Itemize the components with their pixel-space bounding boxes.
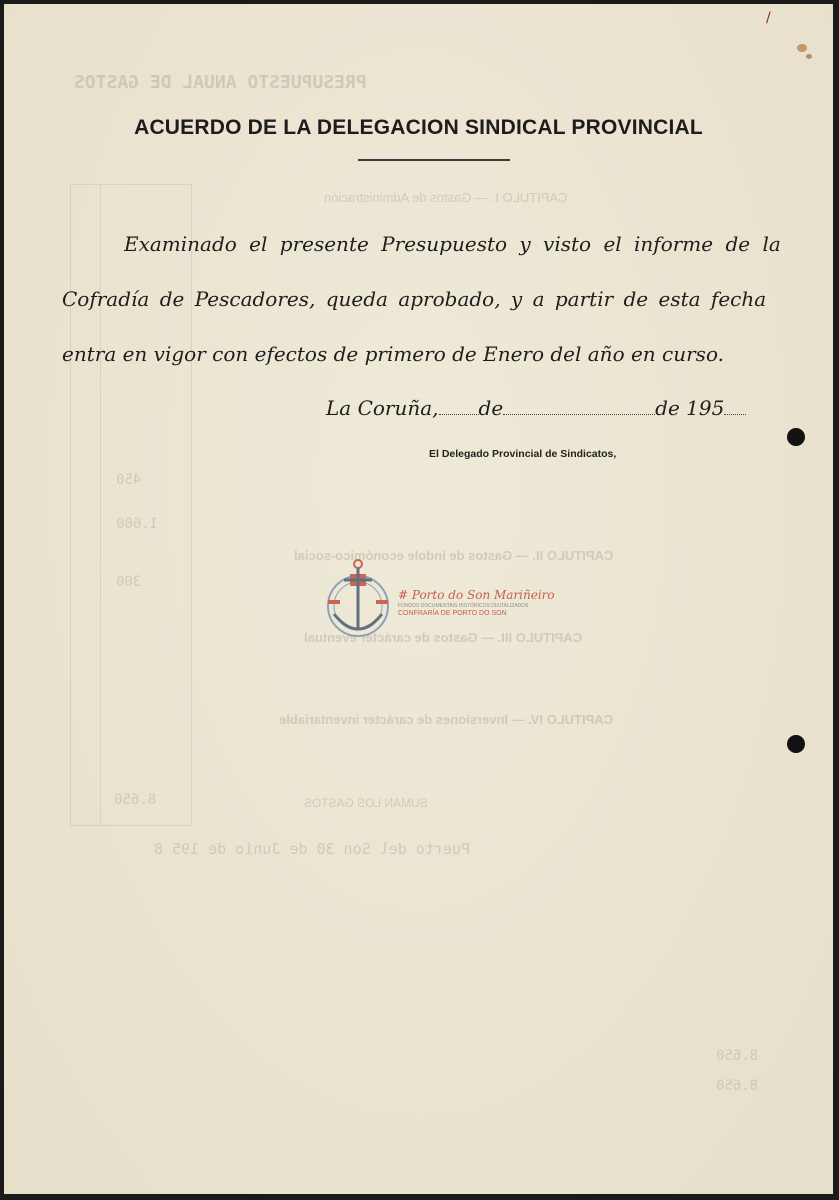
date-de-2: de 195 <box>655 396 725 420</box>
ink-mark: / <box>766 10 771 26</box>
body-line-2: Cofradía de Pescadores, queda aprobado, y a partir de esta fecha <box>62 287 767 311</box>
watermark-title: # Porto do Son Mariñeiro <box>398 588 555 602</box>
show-through-header: PRESUPUESTO ANUAL DE GASTOS <box>74 72 367 93</box>
page-title: ACUERDO DE LA DELEGACION SINDICAL PROVINCIAL <box>134 116 703 139</box>
day-blank <box>439 400 479 415</box>
show-through-chapter-1: CAPITULO I. — Gastos de Administración <box>324 190 568 205</box>
show-through-chapter-2: CAPITULO II. — Gastos de índole económico-social <box>294 548 614 563</box>
place-date-line <box>326 396 746 420</box>
show-through-amount-6: 8.650 <box>716 1078 759 1094</box>
archive-watermark <box>398 588 555 617</box>
title-underline <box>358 159 510 161</box>
show-through-table-divider <box>100 184 101 824</box>
watermark-subtitle: FONDOS DOCUMENTAIS HISTÓRICOS DIXITALIZADOS <box>398 603 529 609</box>
signer-title: El Delegado Provincial de Sindicatos, <box>429 448 617 460</box>
anchor-logo-icon <box>320 554 396 654</box>
show-through-amount-4: 8.650 <box>114 792 157 808</box>
show-through-amount-3: 300 <box>116 574 142 590</box>
place-label: La Coruña, <box>326 396 439 420</box>
month-blank <box>503 400 655 415</box>
rust-stain <box>797 44 807 52</box>
year-blank <box>724 400 746 415</box>
date-de-1: de <box>478 396 504 420</box>
body-line-1: Examinado el presente Presupuesto y visto el informe de la <box>124 232 781 256</box>
show-through-amount-5: 8.650 <box>716 1048 759 1064</box>
document-page <box>4 4 833 1194</box>
show-through-place-date: Puerto del Son 30 de Junio de 195 8 <box>154 840 471 858</box>
show-through-totals: SUMAN LOS GASTOS <box>304 796 428 810</box>
watermark-caption: CONFRARÍA DE PORTO DO SON <box>398 610 507 617</box>
body-line-3: entra en vigor con efectos de primero de Enero del año en curso. <box>62 342 724 366</box>
show-through-amount-1: 450 <box>116 472 142 488</box>
rust-stain <box>806 54 812 59</box>
show-through-chapter-3: CAPITULO III. — Gastos de carácter eventual <box>304 630 583 645</box>
show-through-amount-2: 1.600 <box>116 516 159 532</box>
punch-hole-top <box>787 428 805 446</box>
punch-hole-bottom <box>787 735 805 753</box>
show-through-table-frame <box>70 184 192 826</box>
show-through-chapter-4: CAPITULO IV. — Inversiones de carácter inventariable <box>279 712 614 727</box>
